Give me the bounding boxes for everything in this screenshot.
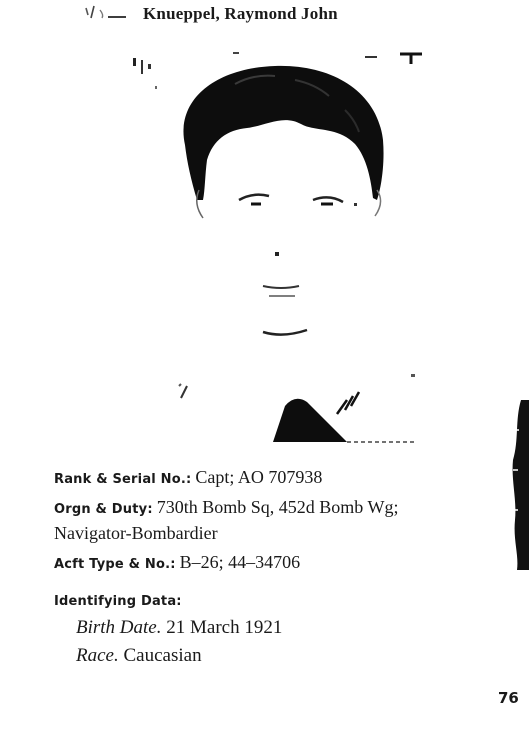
rank-line: [54, 467, 322, 488]
birth-date-value: 21 March 1921: [166, 617, 283, 638]
person-name: Knueppel, Raymond John: [143, 4, 338, 23]
orgn-label: Orgn & Duty:: [54, 502, 153, 517]
scan-edge-shadow-icon: [509, 400, 529, 570]
orgn-value: 730th Bomb Sq, 452d Bomb Wg;: [156, 497, 399, 517]
race-label: Race.: [76, 645, 119, 666]
orgn-value-continued: Navigator-Bombardier: [54, 523, 218, 543]
birth-date-line: [76, 617, 282, 639]
acft-label: Acft Type & No.:: [54, 557, 176, 572]
race-line: [76, 645, 202, 667]
acft-line: [54, 552, 300, 573]
birth-date-label: Birth Date.: [76, 617, 162, 638]
acft-value: B–26; 44–34706: [179, 552, 301, 572]
orgn-line: [54, 497, 398, 518]
rank-label: Rank & Serial No.:: [54, 472, 192, 487]
identifying-data-heading: [54, 592, 182, 610]
page-number: 76: [498, 689, 519, 707]
identifying-data-label: Identifying Data:: [54, 594, 182, 609]
handwritten-mark-icon: [80, 4, 138, 24]
rank-value: Capt; AO 707938: [195, 467, 323, 487]
portrait-photo-icon: [115, 40, 435, 445]
race-value: Caucasian: [123, 645, 202, 666]
orgn-line-continued: [54, 523, 218, 544]
